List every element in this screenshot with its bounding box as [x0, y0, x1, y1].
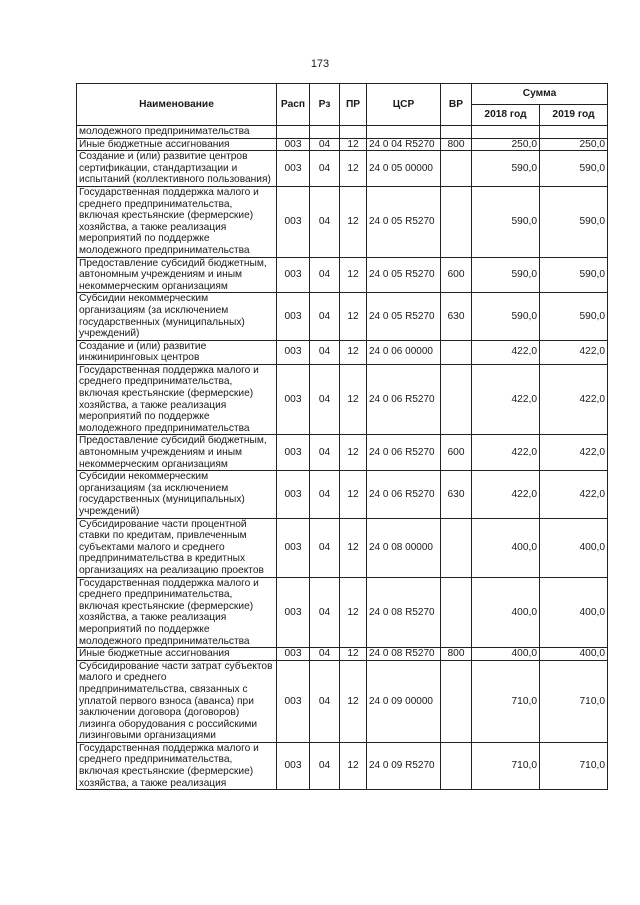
- cell-name: Иные бюджетные ассигнования: [77, 648, 277, 661]
- cell-y2018: 590,0: [472, 186, 540, 257]
- cell-pr: 12: [340, 648, 367, 661]
- cell-vr: 600: [441, 257, 472, 293]
- cell-pr: 12: [340, 257, 367, 293]
- cell-pr: 12: [340, 138, 367, 151]
- cell-name: Субсидирование части процентной ставки по кредитам, привлеченным субъектами малого и среднего предпринимательства в кредитных организациях на реализацию проектов: [77, 518, 277, 577]
- cell-rz: 04: [310, 340, 340, 364]
- cell-y2019: 422,0: [540, 340, 608, 364]
- cell-vr: [441, 742, 472, 789]
- table-row: [77, 126, 608, 139]
- cell-rasp: 003: [277, 648, 310, 661]
- cell-rz: 04: [310, 138, 340, 151]
- table-row: [77, 340, 608, 364]
- cell-rasp: [277, 126, 310, 139]
- cell-y2019: 400,0: [540, 577, 608, 648]
- table-row: [77, 364, 608, 435]
- cell-pr: 12: [340, 151, 367, 187]
- header-2019: 2019 год: [540, 105, 608, 126]
- cell-y2019: 590,0: [540, 257, 608, 293]
- cell-pr: [340, 126, 367, 139]
- cell-rasp: 003: [277, 742, 310, 789]
- header-rasp: Расп: [277, 84, 310, 126]
- cell-rz: 04: [310, 293, 340, 340]
- cell-name: Предоставление субсидий бюджетным, автономным учреждениям и иным некоммерческим организациям: [77, 435, 277, 471]
- cell-y2019: 422,0: [540, 435, 608, 471]
- cell-rasp: 003: [277, 577, 310, 648]
- cell-pr: 12: [340, 471, 367, 518]
- cell-csr: 24 0 06 R5270: [367, 435, 441, 471]
- cell-vr: 630: [441, 293, 472, 340]
- cell-y2018: 710,0: [472, 660, 540, 742]
- cell-y2019: 422,0: [540, 471, 608, 518]
- cell-csr: 24 0 04 R5270: [367, 138, 441, 151]
- header-csr: ЦСР: [367, 84, 441, 126]
- cell-name: молодежного предпринимательства: [77, 126, 277, 139]
- cell-y2018: 422,0: [472, 435, 540, 471]
- cell-rz: 04: [310, 742, 340, 789]
- cell-name: Государственная поддержка малого и среднего предпринимательства, включая крестьянские (фермерские) хозяйства, а также реализация мероприятий по поддержке молодежного предпринимательства: [77, 364, 277, 435]
- cell-csr: 24 0 06 R5270: [367, 471, 441, 518]
- cell-y2018: 710,0: [472, 742, 540, 789]
- header-sum: Сумма: [472, 84, 608, 105]
- cell-name: Предоставление субсидий бюджетным, автономным учреждениям и иным некоммерческим организациям: [77, 257, 277, 293]
- cell-vr: [441, 340, 472, 364]
- cell-rasp: 003: [277, 138, 310, 151]
- cell-csr: 24 0 08 R5270: [367, 577, 441, 648]
- cell-name: Государственная поддержка малого и среднего предпринимательства, включая крестьянские (фермерские) хозяйства, а также реализация мероприятий по поддержке молодежного предпринимательства: [77, 186, 277, 257]
- cell-rasp: 003: [277, 151, 310, 187]
- cell-pr: 12: [340, 186, 367, 257]
- cell-rz: [310, 126, 340, 139]
- cell-pr: 12: [340, 435, 367, 471]
- cell-name: Создание и (или) развитие центров сертификации, стандартизации и испытаний (коллективного пользования): [77, 151, 277, 187]
- table-row: [77, 138, 608, 151]
- cell-y2018: 400,0: [472, 518, 540, 577]
- cell-vr: [441, 577, 472, 648]
- cell-vr: [441, 126, 472, 139]
- cell-y2018: 422,0: [472, 340, 540, 364]
- cell-name: Иные бюджетные ассигнования: [77, 138, 277, 151]
- cell-pr: 12: [340, 577, 367, 648]
- cell-name: Субсидии некоммерческим организациям (за исключением государственных (муниципальных) учреждений): [77, 471, 277, 518]
- cell-rasp: 003: [277, 186, 310, 257]
- cell-y2018: 590,0: [472, 293, 540, 340]
- cell-vr: 800: [441, 138, 472, 151]
- cell-vr: [441, 660, 472, 742]
- header-2018: 2018 год: [472, 105, 540, 126]
- cell-vr: 800: [441, 648, 472, 661]
- table-row: [77, 151, 608, 187]
- cell-y2018: [472, 126, 540, 139]
- page-number: 173: [310, 58, 330, 70]
- cell-rasp: 003: [277, 660, 310, 742]
- cell-csr: 24 0 05 R5270: [367, 293, 441, 340]
- header-name: Наименование: [77, 84, 277, 126]
- cell-y2019: 590,0: [540, 186, 608, 257]
- cell-y2018: 590,0: [472, 151, 540, 187]
- cell-rz: 04: [310, 518, 340, 577]
- cell-y2018: 590,0: [472, 257, 540, 293]
- cell-pr: 12: [340, 660, 367, 742]
- cell-y2019: [540, 126, 608, 139]
- table-body: [77, 126, 608, 790]
- cell-vr: 600: [441, 435, 472, 471]
- cell-csr: [367, 126, 441, 139]
- cell-y2018: 400,0: [472, 577, 540, 648]
- cell-y2018: 422,0: [472, 364, 540, 435]
- cell-csr: 24 0 09 00000: [367, 660, 441, 742]
- cell-csr: 24 0 09 R5270: [367, 742, 441, 789]
- cell-rz: 04: [310, 648, 340, 661]
- cell-rasp: 003: [277, 435, 310, 471]
- cell-vr: [441, 151, 472, 187]
- table-row: [77, 293, 608, 340]
- table-row: [77, 660, 608, 742]
- table-row: [77, 577, 608, 648]
- table-row: [77, 257, 608, 293]
- cell-y2018: 400,0: [472, 648, 540, 661]
- cell-y2019: 250,0: [540, 138, 608, 151]
- cell-name: Субсидии некоммерческим организациям (за исключением государственных (муниципальных) учреждений): [77, 293, 277, 340]
- table-row: [77, 186, 608, 257]
- table-row: [77, 742, 608, 789]
- header-vr: ВР: [441, 84, 472, 126]
- cell-pr: 12: [340, 742, 367, 789]
- cell-vr: [441, 186, 472, 257]
- cell-vr: [441, 364, 472, 435]
- cell-y2019: 422,0: [540, 364, 608, 435]
- cell-csr: 24 0 06 R5270: [367, 364, 441, 435]
- cell-rasp: 003: [277, 257, 310, 293]
- cell-csr: 24 0 08 R5270: [367, 648, 441, 661]
- header-rz: Рз: [310, 84, 340, 126]
- cell-csr: 24 0 05 00000: [367, 151, 441, 187]
- cell-rz: 04: [310, 660, 340, 742]
- cell-name: Государственная поддержка малого и среднего предпринимательства, включая крестьянские (фермерские) хозяйства, а также реализация мероприятий по поддержке молодежного предпринимательства: [77, 577, 277, 648]
- cell-rz: 04: [310, 577, 340, 648]
- cell-rz: 04: [310, 364, 340, 435]
- cell-y2019: 590,0: [540, 151, 608, 187]
- cell-pr: 12: [340, 518, 367, 577]
- cell-rz: 04: [310, 471, 340, 518]
- cell-rasp: 003: [277, 518, 310, 577]
- cell-pr: 12: [340, 340, 367, 364]
- cell-rz: 04: [310, 435, 340, 471]
- cell-rasp: 003: [277, 471, 310, 518]
- cell-y2019: 590,0: [540, 293, 608, 340]
- cell-csr: 24 0 08 00000: [367, 518, 441, 577]
- cell-rasp: 003: [277, 340, 310, 364]
- cell-y2019: 400,0: [540, 648, 608, 661]
- cell-pr: 12: [340, 364, 367, 435]
- cell-csr: 24 0 05 R5270: [367, 186, 441, 257]
- cell-y2019: 710,0: [540, 742, 608, 789]
- table-row: [77, 471, 608, 518]
- cell-name: Создание и (или) развитие инжиниринговых центров: [77, 340, 277, 364]
- cell-vr: 630: [441, 471, 472, 518]
- cell-pr: 12: [340, 293, 367, 340]
- cell-name: Государственная поддержка малого и среднего предпринимательства, включая крестьянские (фермерские) хозяйства, а также реализация: [77, 742, 277, 789]
- cell-rz: 04: [310, 151, 340, 187]
- cell-rz: 04: [310, 257, 340, 293]
- cell-rz: 04: [310, 186, 340, 257]
- cell-csr: 24 0 05 R5270: [367, 257, 441, 293]
- table-row: [77, 648, 608, 661]
- table-row: [77, 518, 608, 577]
- table-row: [77, 435, 608, 471]
- cell-rasp: 003: [277, 364, 310, 435]
- cell-y2018: 422,0: [472, 471, 540, 518]
- budget-table: [76, 83, 608, 790]
- cell-name: Субсидирование части затрат субъектов малого и среднего предпринимательства, связанных с уплатой первого взноса (аванса) при заключении договора (договоров) лизинга оборудования с российскими лизинговыми организациями: [77, 660, 277, 742]
- cell-vr: [441, 518, 472, 577]
- cell-y2018: 250,0: [472, 138, 540, 151]
- header-pr: ПР: [340, 84, 367, 126]
- cell-rasp: 003: [277, 293, 310, 340]
- cell-y2019: 400,0: [540, 518, 608, 577]
- cell-y2019: 710,0: [540, 660, 608, 742]
- cell-csr: 24 0 06 00000: [367, 340, 441, 364]
